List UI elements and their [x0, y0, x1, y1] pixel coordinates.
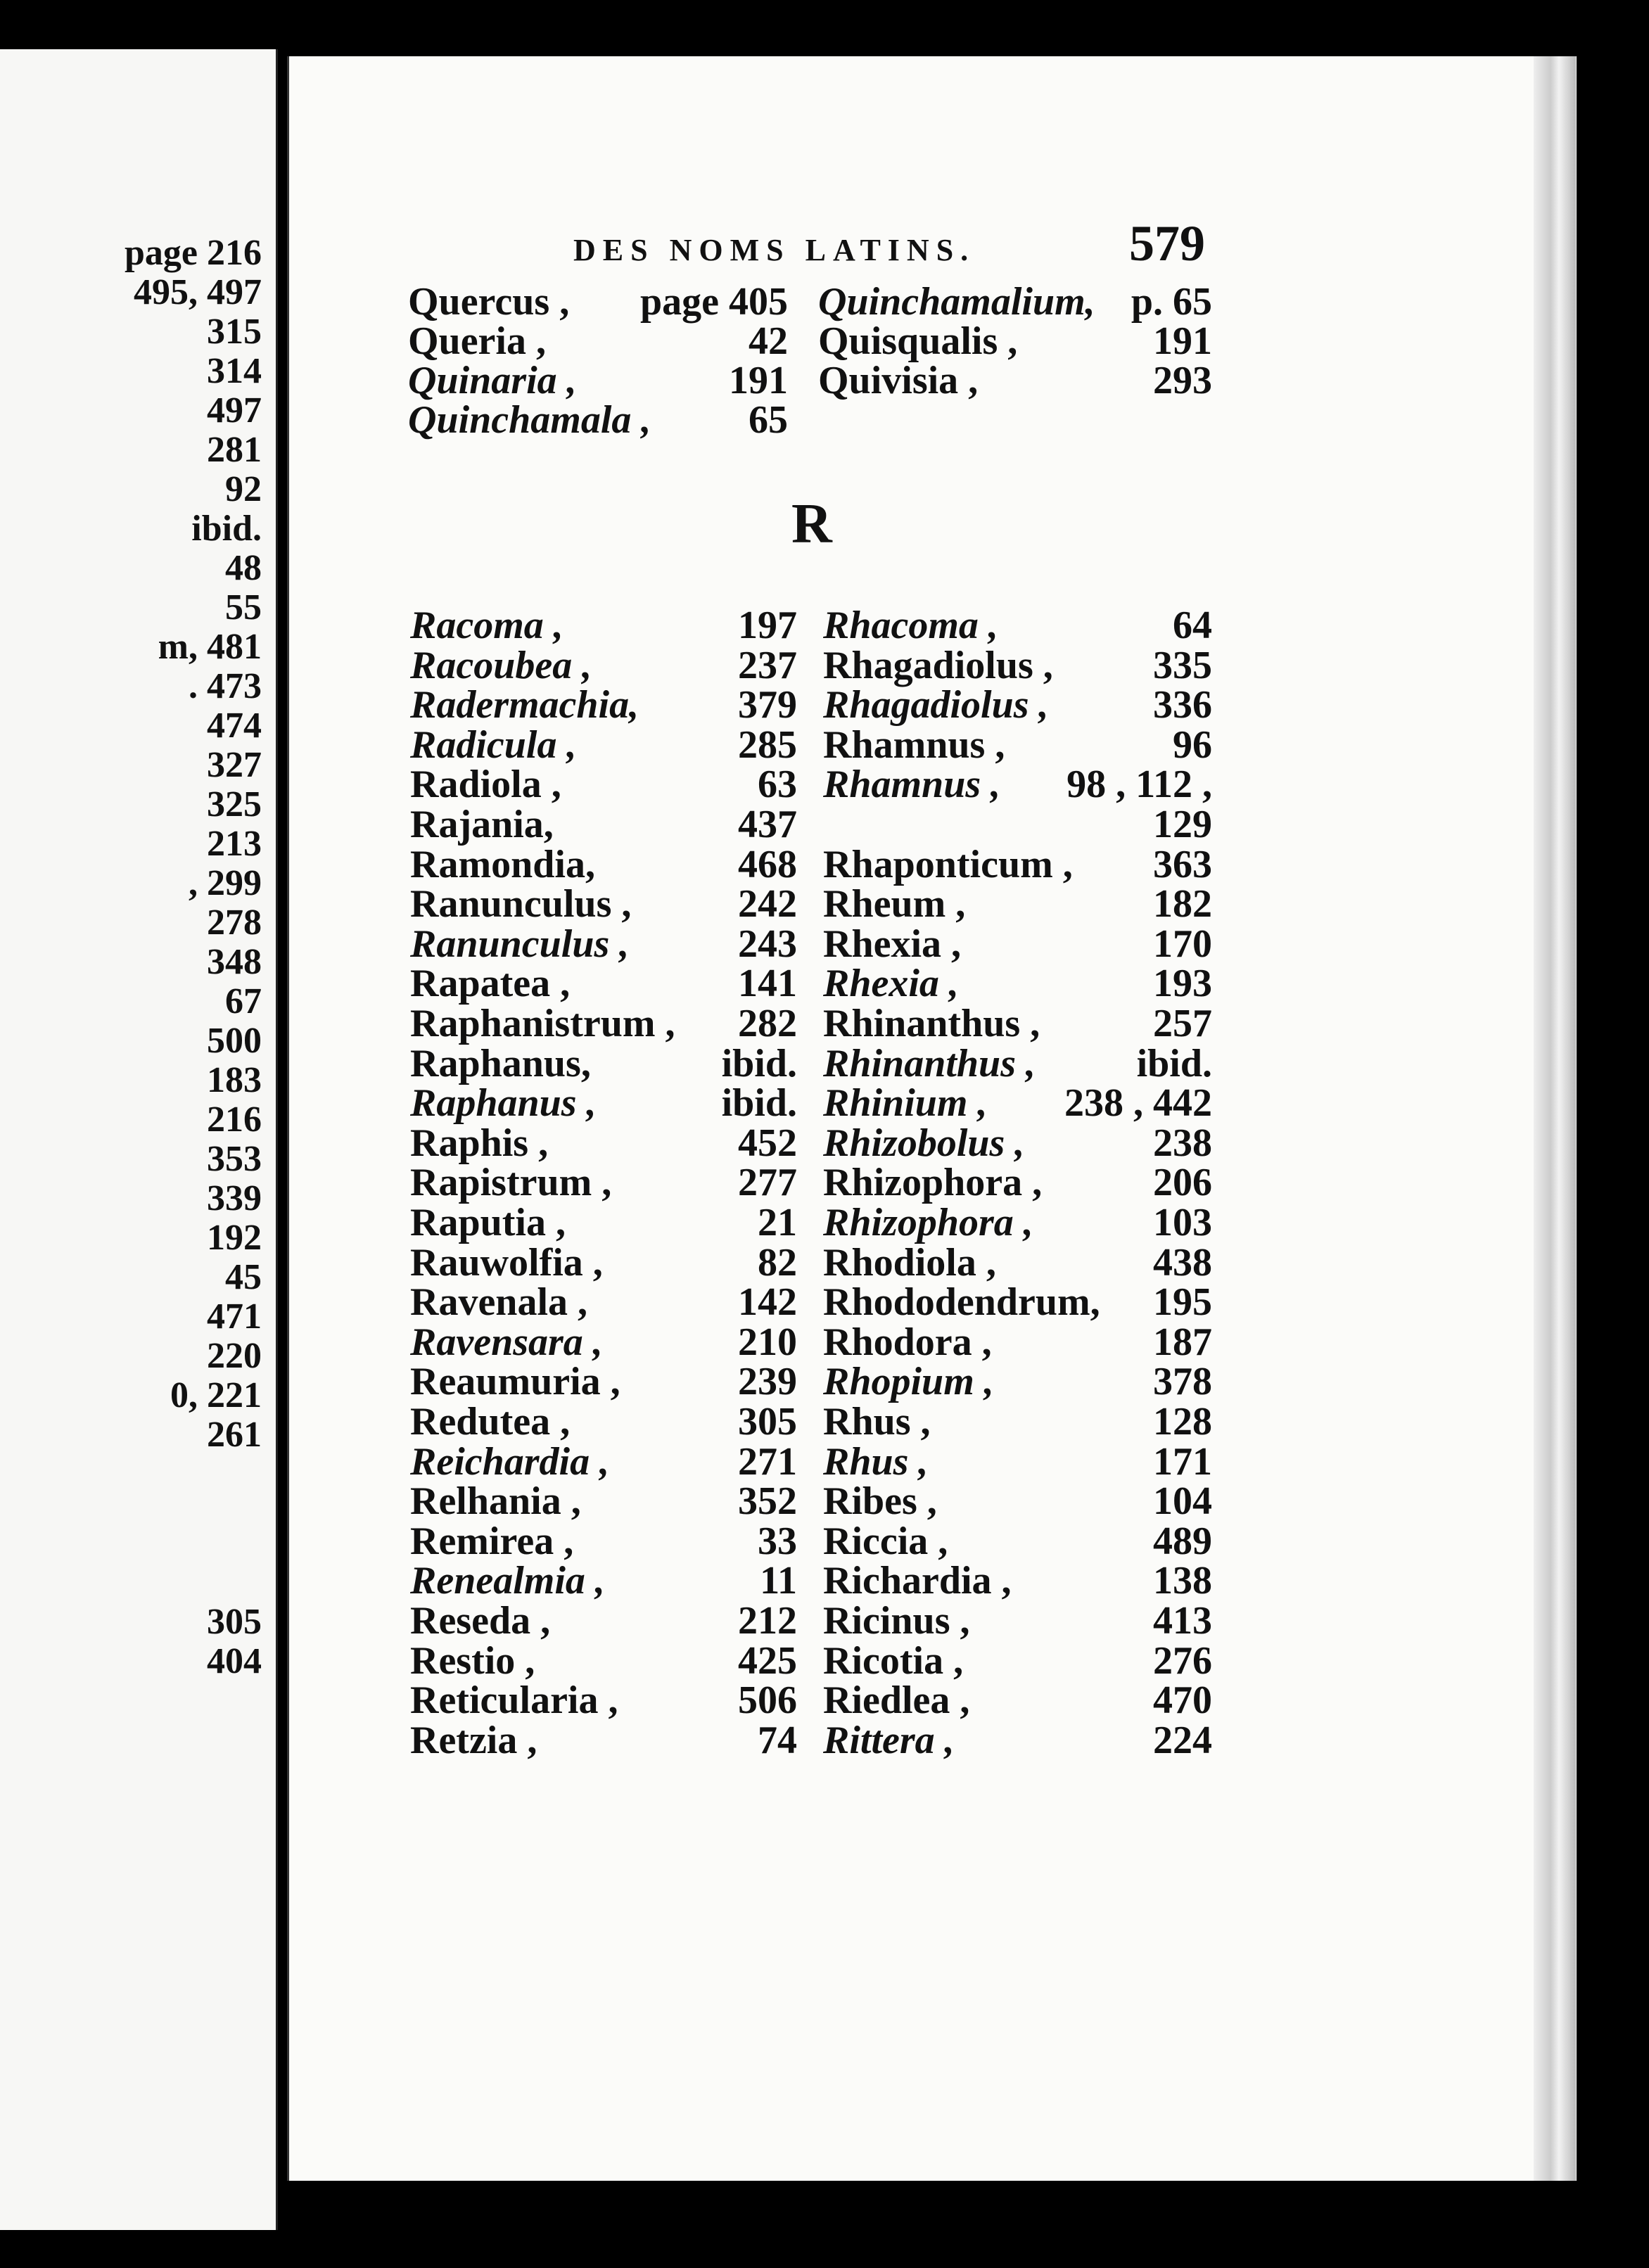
index-entry — [823, 764, 1212, 805]
index-entry — [410, 1322, 797, 1363]
index-entry — [410, 884, 797, 924]
index-entry — [823, 1043, 1212, 1084]
entry-page: 33 — [758, 1519, 797, 1563]
index-entry — [823, 1560, 1212, 1601]
left-page-fragment: 55 — [225, 587, 262, 627]
entry-page: 468 — [738, 842, 797, 886]
index-entry — [818, 281, 1212, 322]
entry-name: Racoubea , — [410, 643, 592, 687]
entry-name: Riedlea , — [823, 1678, 970, 1723]
entry-name: Racoma , — [410, 604, 564, 647]
index-entry — [408, 281, 788, 322]
entry-name: Rauwolfia , — [410, 1240, 603, 1285]
index-entry — [410, 1003, 797, 1044]
left-page-fragment: . 473 — [189, 666, 262, 706]
r-right-column — [823, 605, 1212, 1801]
index-entry — [823, 1680, 1212, 1721]
entry-name: Reticularia , — [410, 1678, 618, 1723]
entry-page: 212 — [738, 1599, 797, 1643]
index-entry — [410, 1560, 797, 1601]
entry-page: 141 — [738, 962, 797, 1006]
entry-name: Reaumuria , — [410, 1360, 620, 1404]
index-entry — [823, 1481, 1212, 1522]
index-entry — [823, 1081, 1212, 1126]
entry-name: Ranunculus , — [410, 882, 632, 926]
entry-page: 42 — [749, 319, 788, 363]
index-entry — [410, 684, 797, 725]
entry-name: Rhodiola , — [823, 1240, 996, 1285]
index-entry — [410, 1081, 797, 1126]
entry-name: Quivisia , — [818, 359, 979, 402]
left-page-fragment: 471 — [207, 1297, 262, 1337]
index-entry — [410, 1162, 797, 1203]
entry-name: Quercus , — [408, 280, 570, 324]
entry-name: Queria , — [408, 319, 546, 363]
entry-name: Rhizobolus , — [823, 1121, 1025, 1165]
index-entry — [410, 1481, 797, 1522]
left-page-fragment: 281 — [207, 430, 262, 470]
entry-name: Raphanus, — [410, 1041, 591, 1085]
index-entry — [823, 924, 1212, 964]
entry-page: 65 — [749, 398, 788, 442]
entry-page: 452 — [738, 1121, 797, 1165]
entry-name: Rajania, — [410, 803, 554, 846]
index-entry — [823, 1600, 1212, 1641]
index-entry — [410, 924, 797, 964]
entry-name: Quisqualis , — [818, 319, 1018, 363]
entry-page: 378 — [1153, 1360, 1212, 1404]
entry-page: 271 — [738, 1439, 797, 1484]
index-entry — [410, 764, 797, 805]
index-entry — [823, 1003, 1212, 1044]
left-page-fragment: 213 — [207, 824, 262, 864]
left-page-fragment: 183 — [207, 1060, 262, 1100]
entry-name: Radicula , — [410, 722, 577, 767]
entry-page: p. 65 — [1131, 280, 1212, 324]
index-entry — [823, 884, 1212, 924]
index-entry — [410, 645, 797, 686]
page-number: 579 — [1129, 215, 1205, 272]
entry-page: 335 — [1153, 643, 1212, 687]
entry-name: Riccia , — [823, 1519, 948, 1563]
entry-name: Ricinus , — [823, 1599, 970, 1643]
index-entry — [410, 1202, 797, 1243]
index-entry — [410, 844, 797, 885]
entry-name: Remirea , — [410, 1519, 574, 1563]
index-entry — [823, 1401, 1212, 1442]
entry-name: Rhopium , — [823, 1360, 994, 1404]
left-page-fragment: 261 — [207, 1415, 262, 1455]
entry-page: 305 — [738, 1400, 797, 1444]
left-page-fragment: 216 — [207, 1100, 262, 1140]
entry-name: Raphanistrum , — [410, 1002, 675, 1045]
entry-name: Raphis , — [410, 1121, 549, 1165]
entry-name: Rhinium , — [823, 1081, 988, 1126]
entry-name: Relhania , — [410, 1479, 581, 1524]
entry-name: Raphanus , — [410, 1081, 597, 1126]
entry-name: Rapistrum , — [410, 1161, 612, 1205]
index-entry — [823, 605, 1212, 646]
entry-name: Ravensara , — [410, 1320, 603, 1364]
index-entry — [823, 1361, 1212, 1402]
index-entry — [410, 1638, 797, 1683]
left-page-fragment: 305 — [207, 1602, 262, 1642]
entry-name: Ramondia, — [410, 842, 595, 886]
entry-page: ibid. — [721, 1081, 797, 1126]
index-entry — [823, 1441, 1212, 1482]
left-page-fragment: 48 — [225, 548, 262, 588]
entry-page: 96 — [1173, 722, 1212, 767]
index-entry — [823, 645, 1212, 686]
entry-page: 224 — [1153, 1718, 1212, 1762]
index-entry — [410, 1680, 797, 1721]
left-page-fragment: m, 481 — [158, 627, 262, 667]
entry-page: 242 — [738, 882, 797, 926]
entry-page: 21 — [758, 1201, 797, 1244]
entry-page: 11 — [760, 1559, 797, 1603]
entry-page: 82 — [758, 1240, 797, 1285]
left-page-fragment: 348 — [207, 942, 262, 982]
entry-name: Richardia , — [823, 1559, 1012, 1603]
entry-name: Retzia , — [410, 1718, 537, 1762]
index-entry — [410, 1242, 797, 1283]
left-page-fragment: 220 — [207, 1336, 262, 1376]
index-entry — [410, 722, 797, 767]
index-entry — [823, 1123, 1212, 1164]
entry-page: 239 — [738, 1360, 797, 1404]
entry-name: Rhinanthus , — [823, 1002, 1040, 1045]
entry-name: Quinaria , — [408, 359, 577, 402]
entry-name: Rhexia , — [823, 922, 961, 966]
entry-name: Restio , — [410, 1638, 535, 1683]
index-entry — [408, 360, 788, 401]
entry-page: page 405 — [640, 280, 788, 324]
entry-page: 197 — [738, 604, 797, 647]
entry-page: 285 — [738, 722, 797, 767]
left-page — [0, 49, 278, 2230]
entry-page: 206 — [1153, 1161, 1212, 1205]
entry-name: Rhaponticum , — [823, 842, 1073, 886]
left-page-fragment: , 299 — [189, 863, 262, 903]
entry-page: 438 — [1153, 1240, 1212, 1285]
entry-name: Rhexia , — [823, 962, 959, 1006]
entry-page: 74 — [758, 1718, 797, 1762]
index-entry — [410, 963, 797, 1004]
left-page-fragment: 495, 497 — [134, 272, 262, 312]
index-entry — [410, 1361, 797, 1402]
entry-name: Rhizophora , — [823, 1201, 1033, 1244]
section-letter: R — [791, 493, 832, 555]
entry-page: 171 — [1153, 1439, 1212, 1484]
left-page-fragment: 92 — [225, 469, 262, 509]
entry-page: 182 — [1153, 882, 1212, 926]
entry-page: 425 — [738, 1638, 797, 1683]
index-entry — [408, 321, 788, 362]
left-page-fragment: 315 — [207, 312, 262, 352]
index-entry — [823, 1202, 1212, 1243]
entry-name: Rhacoma , — [823, 604, 998, 647]
entry-page: 276 — [1153, 1638, 1212, 1683]
entry-page: 138 — [1153, 1559, 1212, 1603]
left-page-fragment: 339 — [207, 1178, 262, 1218]
entry-name: Rapatea , — [410, 962, 571, 1006]
entry-name: Rhus , — [823, 1439, 929, 1484]
left-page-fragment: 278 — [207, 903, 262, 943]
index-entry — [823, 1720, 1212, 1761]
index-entry — [818, 360, 1212, 401]
index-entry — [410, 1043, 797, 1084]
index-entry — [410, 1441, 797, 1482]
entry-name: Redutea , — [410, 1400, 571, 1444]
page-edge — [1534, 56, 1576, 2181]
left-page-fragment: 497 — [207, 390, 262, 431]
entry-page: 506 — [738, 1678, 797, 1723]
index-entry — [823, 844, 1212, 885]
index-entry — [410, 605, 797, 646]
entry-page: 128 — [1153, 1400, 1212, 1444]
entry-page: 238 — [1153, 1121, 1212, 1165]
r-left-column — [410, 605, 797, 1801]
entry-page: 489 — [1153, 1519, 1212, 1563]
entry-name: Rhamnus , — [823, 722, 1005, 767]
index-entry — [410, 804, 797, 845]
left-page-fragment: ibid. — [191, 509, 262, 549]
entry-name: Rhagadiolus , — [823, 683, 1049, 727]
entry-name: Rhagadiolus , — [823, 643, 1053, 687]
left-page-fragment: 45 — [225, 1257, 262, 1297]
left-page-fragment: 474 — [207, 706, 262, 746]
entry-name: Rhinanthus , — [823, 1041, 1036, 1085]
entry-page: 237 — [738, 643, 797, 687]
entry-page: 103 — [1153, 1201, 1212, 1244]
left-page-fragment: 314 — [207, 351, 262, 391]
left-page-fragment: 353 — [207, 1139, 262, 1179]
entry-page: 413 — [1153, 1599, 1212, 1643]
index-entry — [823, 1521, 1212, 1562]
entry-page: 293 — [1153, 359, 1212, 402]
entry-name: Rheum , — [823, 882, 966, 926]
entry-name: Rhodora , — [823, 1320, 992, 1364]
index-entry — [823, 963, 1212, 1004]
index-entry — [410, 1401, 797, 1442]
entry-name: Ravenala , — [410, 1280, 587, 1325]
index-entry — [818, 321, 1212, 362]
q-right-column — [818, 281, 1212, 408]
entry-page: 379 — [738, 683, 797, 727]
entry-name: Ribes , — [823, 1479, 937, 1524]
index-entry — [410, 1123, 797, 1164]
entry-page: 64 — [1173, 604, 1212, 647]
entry-page: 210 — [738, 1320, 797, 1364]
entry-page: 363 — [1153, 842, 1212, 886]
index-entry — [823, 1322, 1212, 1363]
entry-page: 277 — [738, 1161, 797, 1205]
left-page-fragment: 192 — [207, 1218, 262, 1258]
entry-page: 187 — [1153, 1320, 1212, 1364]
index-entry — [410, 1521, 797, 1562]
index-entry — [823, 1242, 1212, 1283]
index-entry — [410, 1282, 797, 1323]
entry-page: 98 , 112 , — [1067, 763, 1212, 807]
left-page-fragment: 67 — [225, 981, 262, 1021]
entry-page: 195 — [1153, 1280, 1212, 1325]
index-entry — [823, 722, 1212, 767]
left-page-fragment: 327 — [207, 745, 262, 785]
entry-page: 243 — [738, 922, 797, 966]
entry-page: 238 , 442 — [1064, 1081, 1212, 1126]
entry-page: 257 — [1153, 1002, 1212, 1045]
entry-name: Rhizophora , — [823, 1161, 1043, 1205]
index-entry — [823, 1162, 1212, 1203]
entry-page: 470 — [1153, 1678, 1212, 1723]
left-page-fragment: 325 — [207, 784, 262, 824]
entry-name: Reseda , — [410, 1599, 551, 1643]
index-entry — [410, 1720, 797, 1761]
entry-name: Rhododendrum, — [823, 1280, 1100, 1325]
index-entry — [823, 804, 1212, 845]
entry-page: 63 — [758, 763, 797, 807]
index-entry — [408, 400, 788, 440]
left-page-fragment: page 216 — [125, 233, 262, 273]
entry-page: 142 — [738, 1280, 797, 1325]
entry-name: Raputia , — [410, 1201, 566, 1244]
entry-name: Rittera , — [823, 1718, 955, 1762]
entry-name: Radermachia, — [410, 683, 639, 727]
entry-page: ibid. — [1136, 1041, 1212, 1085]
left-page-fragment: 0, 221 — [170, 1375, 262, 1415]
entry-page: 170 — [1153, 922, 1212, 966]
left-page-fragment: 500 — [207, 1021, 262, 1061]
entry-name: Rhus , — [823, 1400, 931, 1444]
entry-page: 437 — [738, 803, 797, 846]
entry-page: ibid. — [721, 1041, 797, 1085]
entry-page: 104 — [1153, 1479, 1212, 1524]
entry-name: Radiola , — [410, 763, 561, 807]
running-head: DES NOMS LATINS. — [573, 233, 976, 267]
entry-page: 191 — [1153, 319, 1212, 363]
entry-name: Renealmia , — [410, 1559, 605, 1603]
index-entry — [823, 684, 1212, 725]
entry-name: Ranunculus , — [410, 922, 630, 966]
entry-page: 191 — [729, 359, 788, 402]
index-entry — [823, 1282, 1212, 1323]
entry-page: 129 — [1153, 803, 1212, 846]
entry-name: Reichardia , — [410, 1439, 610, 1484]
index-entry — [410, 1600, 797, 1641]
entry-page: 282 — [738, 1002, 797, 1045]
entry-name: Quinchamala , — [408, 398, 651, 442]
entry-name: Rhamnus , — [823, 763, 1001, 807]
q-left-column — [408, 281, 788, 450]
index-entry — [823, 1638, 1212, 1683]
entry-page: 336 — [1153, 683, 1212, 727]
entry-name: Quinchamalium, — [818, 280, 1095, 324]
entry-name: Ricotia , — [823, 1638, 964, 1683]
entry-page: 193 — [1153, 962, 1212, 1006]
entry-page: 352 — [738, 1479, 797, 1524]
left-page-fragment: 404 — [207, 1641, 262, 1681]
